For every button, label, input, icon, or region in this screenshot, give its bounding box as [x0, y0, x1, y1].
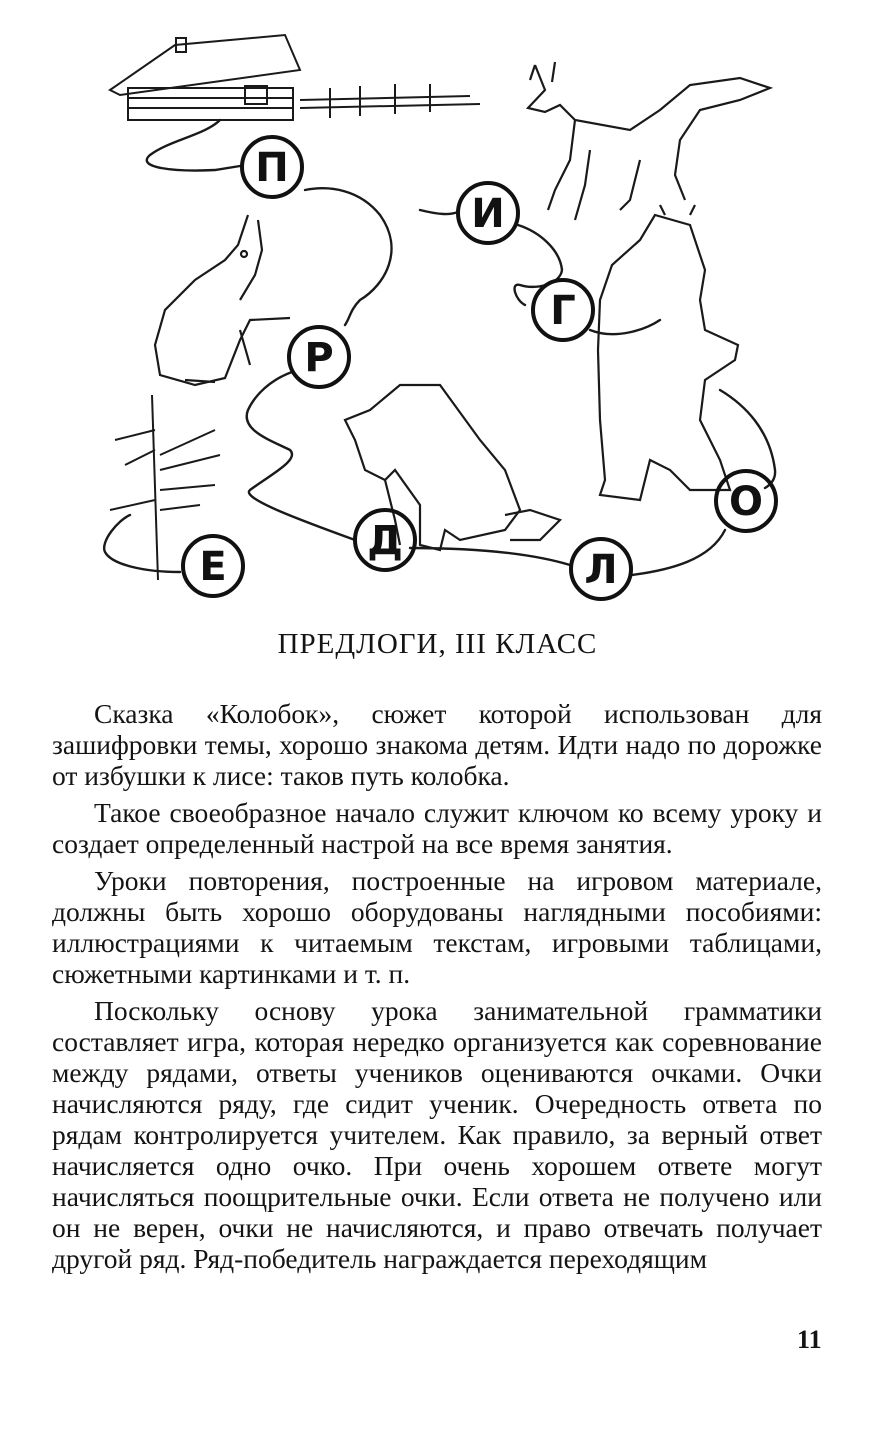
- letter-2: И: [471, 191, 505, 237]
- letter-4: Р: [304, 335, 334, 381]
- path-line: [420, 210, 458, 214]
- path-line: [247, 372, 355, 540]
- letter-1: П: [255, 145, 289, 191]
- bear-icon: [598, 205, 738, 500]
- hare-icon: [155, 215, 290, 385]
- section-title: ПРЕДЛОГИ, III КЛАСС: [277, 628, 598, 660]
- path-line: [410, 548, 570, 565]
- puzzle-illustration: [0, 0, 875, 610]
- letter-3: Г: [550, 288, 576, 334]
- paragraph: Уроки повторения, построенные на игровом материале, должны быть хорошо оборудованы наглядными пособиями: иллюстрациями к читаемым текстам, игровыми таблицами, сюжетными картинками и т. п.: [52, 865, 822, 989]
- letter-7: Л: [584, 547, 618, 593]
- path-line: [720, 390, 775, 488]
- path-line: [590, 320, 660, 334]
- fox-icon: [528, 62, 770, 220]
- paragraph: Поскольку основу урока занимательной грамматики составляет игра, которая нередко организуется как соревнование между рядами, ответы учеников оцениваются очками. Очки начисляются ряду, где сидит ученик. Очередность ответа по рядам контролируется учителем. Как правило, за верный ответ начисляется одно очко. При очень хорошем ответе могут начисляться поощрительные очки. Если ответа не получено или он не верен, очки не начисляются, и право отвечать получает другой ряд. Ряд-победитель награждается переходящим: [52, 995, 822, 1274]
- path-line: [104, 515, 180, 572]
- letter-5: О: [728, 479, 764, 525]
- paragraph: Сказка «Колобок», сюжет которой использован для зашифровки темы, хорошо знакома детям. Идти надо по дорожке от избушки к лисе: таков путь колобка.: [52, 698, 822, 791]
- path-line: [305, 188, 391, 325]
- hut-icon: [110, 35, 480, 120]
- body-text: [52, 698, 822, 1280]
- path-line: [632, 530, 725, 575]
- page-number: 11: [797, 1325, 822, 1354]
- paragraph: Такое своеобразное начало служит ключом ко всему уроку и создает определенный настрой на все время занятия.: [52, 797, 822, 859]
- letter-8: Е: [199, 544, 227, 590]
- path-line: [147, 120, 240, 170]
- letter-6: Д: [367, 518, 403, 564]
